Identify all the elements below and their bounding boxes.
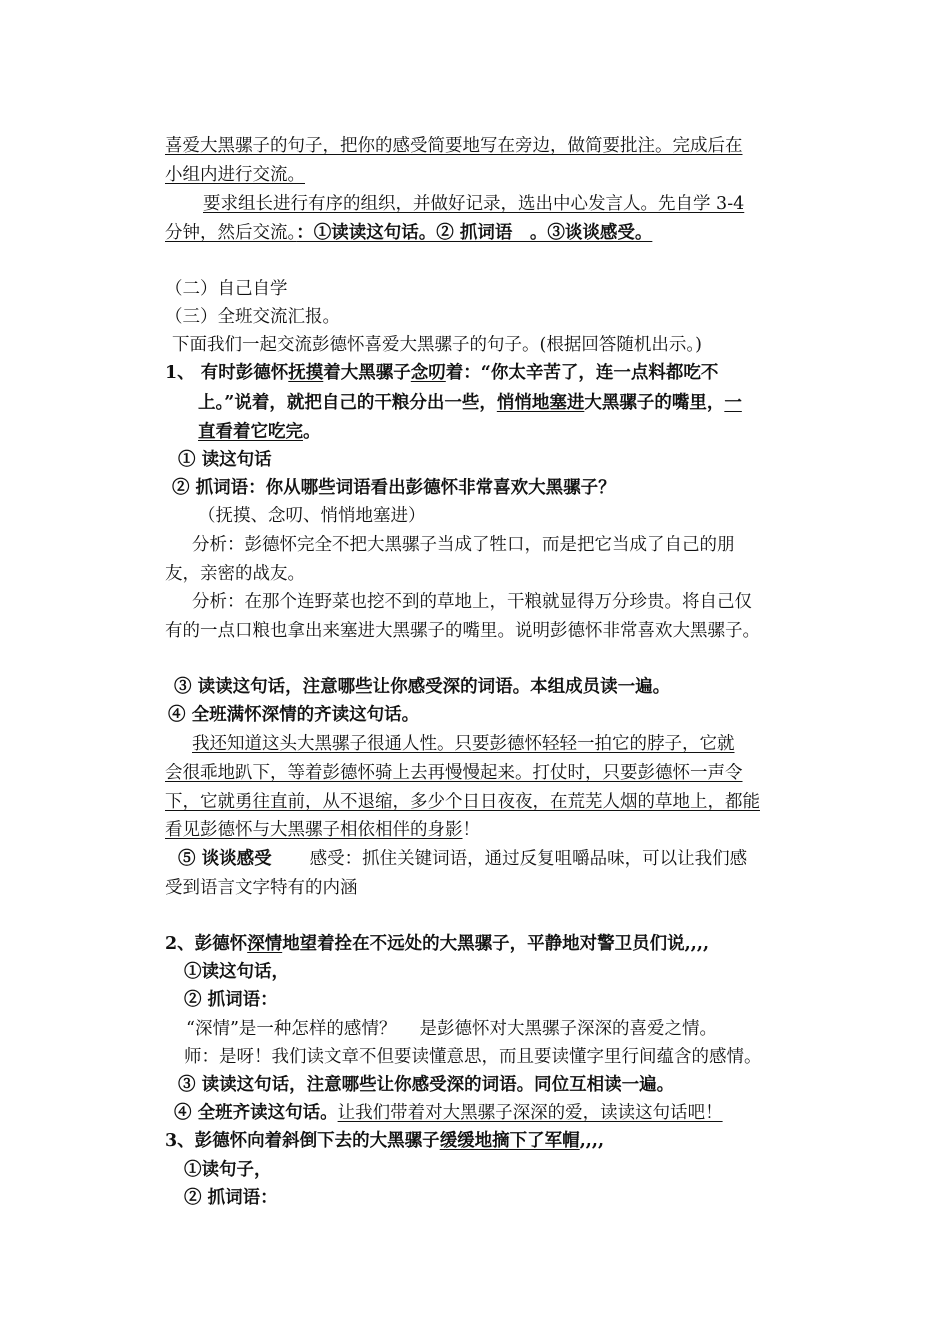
requirement-text: 分钟，然后交流。 xyxy=(165,223,297,243)
text: 1、 有时彭德怀 xyxy=(165,363,289,383)
text: ！ xyxy=(462,820,480,840)
text: 着：“你太辛苦了，连一点料都吃不 xyxy=(445,363,719,383)
text: 着大黑骡子 xyxy=(323,363,411,383)
step-read-class: ④ 全班满怀深情的齐读这句话。 xyxy=(168,705,420,725)
text: 。 xyxy=(303,422,321,442)
section-heading: （三）全班交流汇报。 xyxy=(165,307,340,327)
keyword: 缓缓地摘下了军帽 xyxy=(439,1131,580,1151)
paragraph-line: 小组内进行交流。 xyxy=(165,165,305,185)
text: 上。”说着，就把自己的干粮分出一些， xyxy=(198,393,497,413)
question-line: “深情”是一种怎样的感情？ 是彭德怀对大黑骡子深深的喜爱之情。 xyxy=(186,1019,717,1039)
text: 3、彭德怀向着斜倒下去的大黑骡子 xyxy=(165,1131,440,1151)
sentence-3-line xyxy=(165,1129,604,1153)
story-line: 会很乖地趴下，等着彭德怀骑上去再慢慢起来。打仗时，只要彭德怀一声令 xyxy=(165,763,743,783)
analysis-line: 分析：彭德怀完全不把大黑骡子当成了牲口，而是把它当成了自己的朋 xyxy=(192,535,735,555)
step-read: ①读这句话， xyxy=(184,962,289,982)
intro-line: 下面我们一起交流彭德怀喜爱大黑骡子的句子。(根据回答随机出示。) xyxy=(172,335,702,355)
keyword: 悄悄地塞进 xyxy=(496,393,585,413)
keyword: 直看着它吃完 xyxy=(198,422,303,442)
story-text: 看见彭德怀与大黑骡子相依相伴的身影 xyxy=(165,820,463,840)
step-read: ① 读这句话 xyxy=(178,450,272,470)
analysis-line: 分析：在那个连野菜也挖不到的草地上，干粮就显得万分珍贵。将自己仅 xyxy=(192,592,752,612)
paragraph-line: 喜爱大黑骡子的句子，把你的感受简要地写在旁边，做简要批注。完成后在 xyxy=(165,136,743,156)
sentence-1-line xyxy=(165,361,718,385)
feeling-text: 感受：抓住关键词语，通过反复咀嚼品味，可以让我们感 xyxy=(309,849,748,869)
teacher-line: 师：是呀！我们读文章不但要读懂意思，而且要读懂字里行间蕴含的感情。 xyxy=(184,1047,762,1067)
step-words: ② 抓词语：你从哪些词语看出彭德怀非常喜欢大黑骡子？ xyxy=(172,478,616,498)
feeling-line: 受到语言文字特有的内涵 xyxy=(165,878,358,898)
text: 2、彭德怀 xyxy=(165,934,248,954)
keyword: 深情 xyxy=(247,934,283,954)
story-line xyxy=(165,818,480,842)
step-read-pair: ③ 读读这句话，注意哪些让你感受深的词语。同位互相读一遍。 xyxy=(178,1075,675,1095)
step-words: ② 抓词语： xyxy=(184,1188,278,1208)
story-line: 我还知道这头大黑骡子很通人性。只要彭德怀轻轻一拍它的脖子，它就 xyxy=(192,734,735,754)
step-label: ④ 全班齐读这句话。 xyxy=(174,1103,338,1123)
sentence-1-line xyxy=(198,420,321,444)
feeling-line xyxy=(178,847,747,871)
keyword: 一 xyxy=(724,393,742,413)
text: ,,,, xyxy=(579,1131,605,1151)
step-feel: ⑤ 谈谈感受 xyxy=(178,849,272,869)
text: 地望着拴在不远处的大黑骡子，平静地对警卫员们说,,,, xyxy=(282,934,710,954)
text: 大黑骡子的嘴里， xyxy=(584,393,725,413)
sentence-2-line xyxy=(165,932,709,956)
analysis-line: 有的一点口粮也拿出来塞进大黑骡子的嘴里。说明彭德怀非常喜欢大黑骡子。 xyxy=(165,621,760,641)
step-read: ①读句子， xyxy=(184,1160,272,1180)
story-line: 下，它就勇往直前，从不退缩，多少个日日夜夜，在荒芜人烟的草地上，都能 xyxy=(165,792,760,812)
step-read-group: ③ 读读这句话，注意哪些让你感受深的词语。本组成员读一遍。 xyxy=(174,677,671,697)
keyword: 抚摸 xyxy=(288,363,324,383)
keyword: 念叨 xyxy=(410,363,446,383)
sentence-1-line xyxy=(198,391,742,415)
analysis-line: 友，亲密的战友。 xyxy=(165,564,305,584)
step-read-class xyxy=(174,1101,723,1125)
prompt-text: 让我们带着对大黑骡子深深的爱，读读这句话吧！ xyxy=(337,1103,723,1123)
requirement-line xyxy=(165,221,652,245)
section-heading: （二）自己自学 xyxy=(165,279,288,299)
step-words: ② 抓词语： xyxy=(184,990,278,1010)
steps-text: ：①读读这句话。② 抓词语 。③谈谈感受。 xyxy=(296,223,653,243)
answer-line: （抚摸、念叨、悄悄地塞进） xyxy=(198,506,426,526)
requirement-line: 要求组长进行有序的组织，并做好记录，选出中心发言人。先自学 3-4 xyxy=(203,194,745,214)
